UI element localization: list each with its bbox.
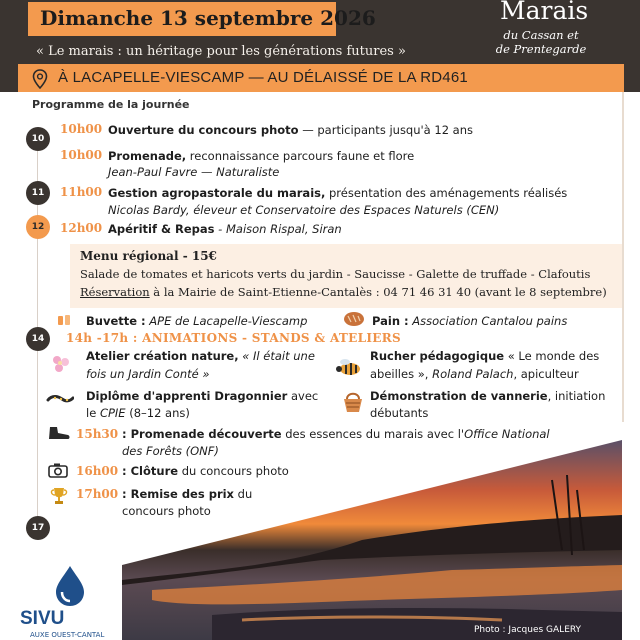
diplome-title: Diplôme d'apprenti Dragonnier — [86, 389, 288, 403]
sivu-water-drop-icon — [50, 564, 90, 608]
logo-title: Marais — [500, 0, 589, 25]
program-item — [108, 123, 473, 137]
basket-icon — [342, 390, 364, 414]
bee-icon — [332, 356, 364, 380]
atelier-desc: « Il était une — [238, 349, 315, 363]
item-speaker: Nicolas Bardy, éleveur et Conservatoire des Espaces Naturels (CEN) — [108, 203, 500, 217]
animations-heading: 14h -17h : ANIMATIONS - STANDS & ATELIERS — [66, 331, 401, 345]
vannerie-desc: , initiation — [547, 389, 606, 403]
remise-desc: du — [233, 487, 253, 501]
divider — [622, 92, 624, 422]
rucher-title: Rucher pédagogique — [370, 349, 505, 363]
rucher-text: abeilles », — [370, 367, 433, 381]
reservation-label: Réservation — [80, 285, 150, 299]
promenade-item — [122, 427, 550, 441]
buvette-label: Buvette : — [86, 314, 146, 328]
hiking-boot-icon — [46, 425, 72, 441]
remise-title: : Remise des prix — [122, 487, 234, 501]
time-label: 10h00 — [60, 122, 103, 136]
hour-badge-12: 12 — [26, 215, 50, 239]
item-title: Promenade, — [108, 149, 187, 163]
program-title: Programme de la journée — [32, 98, 190, 111]
item-desc: présentation des aménagements réalisés — [325, 186, 568, 200]
item-speaker: Jean-Paul Favre — Naturaliste — [108, 165, 280, 179]
item-title: Gestion agropastorale du marais, — [108, 186, 326, 200]
item-desc: reconnaissance parcours faune et flore — [186, 149, 415, 163]
hour-badge-10: 10 — [26, 127, 50, 151]
event-quote: « Le marais : un héritage pour les générations futures » — [36, 44, 406, 59]
diplome-org: CPIE — [99, 406, 126, 420]
promenade-title: : Promenade découverte — [122, 427, 282, 441]
item-desc: — participants jusqu'à 12 ans — [298, 123, 474, 137]
promenade-org: Office National — [464, 427, 550, 441]
item-title: Apéritif & Repas — [108, 222, 215, 236]
remise-desc-2: concours photo — [122, 504, 211, 518]
location-text: À LACAPELLE-VIESCAMP — AU DÉLAISSÉ DE LA RD461 — [58, 69, 468, 86]
rucher-beekeeper: Roland Palach — [432, 367, 514, 381]
atelier-item — [86, 349, 315, 363]
sivu-subtitle: AUXE OUEST-CANTAL — [30, 631, 105, 639]
diplome-text: le — [86, 406, 100, 420]
hour-badge-11: 11 — [26, 181, 50, 205]
time-label: 12h00 — [60, 221, 103, 235]
item-title: Ouverture du concours photo — [108, 123, 299, 137]
pain-info — [372, 314, 567, 328]
program-item — [108, 222, 342, 236]
hour-badge-17: 17 — [26, 516, 50, 540]
atelier-desc-2: fois un Jardin Conté » — [86, 367, 210, 381]
time-label: 16h00 — [76, 464, 119, 478]
vannerie-title: Démonstration de vannerie — [370, 389, 548, 403]
remise-item — [122, 487, 252, 501]
hour-badge-14: 14 — [26, 327, 50, 351]
menu-title: Menu régional - 15€ — [80, 249, 217, 263]
program-item — [108, 149, 414, 163]
logo-subtitle-1: du Cassan et — [503, 28, 579, 42]
pain-label: Pain : — [372, 314, 409, 328]
reservation-info: à la Mairie de Saint-Etienne-Cantalès : 04 71 46 31 40 (avant le 8 septembre) — [149, 285, 607, 299]
rucher-item — [370, 349, 599, 363]
buvette-info — [86, 314, 307, 328]
promenade-org-2: des Forêts (ONF) — [122, 444, 219, 458]
time-label: 15h30 — [76, 427, 119, 441]
cloture-title: : Clôture — [122, 464, 179, 478]
diplome-age: (8–12 ans) — [125, 406, 190, 420]
menu-reservation — [80, 285, 607, 299]
event-date: Dimanche 13 septembre 2026 — [40, 6, 376, 30]
menu-dishes: Salade de tomates et haricots verts du jardin - Saucisse - Galette de truffade - Clafoutis — [80, 267, 591, 281]
buvette-provider: APE de Lacapelle-Viescamp — [145, 314, 308, 328]
pain-provider: Association Cantalou pains — [408, 314, 568, 328]
time-label: 11h00 — [60, 185, 103, 199]
promenade-desc: des essences du marais avec l' — [281, 427, 465, 441]
item-desc: - Maison Rispal, Siran — [214, 222, 342, 236]
vannerie-desc-2: débutants — [370, 406, 429, 420]
rucher-desc: « Le monde des — [504, 349, 600, 363]
location-pin-icon — [32, 69, 48, 89]
diplome-desc: avec — [287, 389, 319, 403]
atelier-title: Atelier création nature, — [86, 349, 239, 363]
program-item — [108, 186, 567, 200]
salamander-icon — [46, 392, 74, 406]
time-label: 17h00 — [76, 487, 119, 501]
sivu-logo-text: SIVU — [20, 608, 65, 629]
cloture-item — [122, 464, 289, 478]
camera-icon — [48, 462, 68, 478]
trophy-icon — [50, 486, 68, 506]
flower-icon — [50, 353, 72, 375]
time-label: 10h00 — [60, 148, 103, 162]
photo-credit: Photo : Jacques GALERY — [474, 625, 582, 635]
logo-subtitle-2: de Prentegarde — [495, 42, 587, 56]
cloture-desc: du concours photo — [178, 464, 289, 478]
rucher-desc-2 — [370, 367, 579, 381]
drinks-icon — [56, 312, 72, 328]
rucher-role: , apiculteur — [513, 367, 579, 381]
diplome-desc-2 — [86, 406, 190, 420]
diplome-item — [86, 389, 318, 403]
bread-icon — [342, 310, 366, 328]
vannerie-item — [370, 389, 605, 403]
